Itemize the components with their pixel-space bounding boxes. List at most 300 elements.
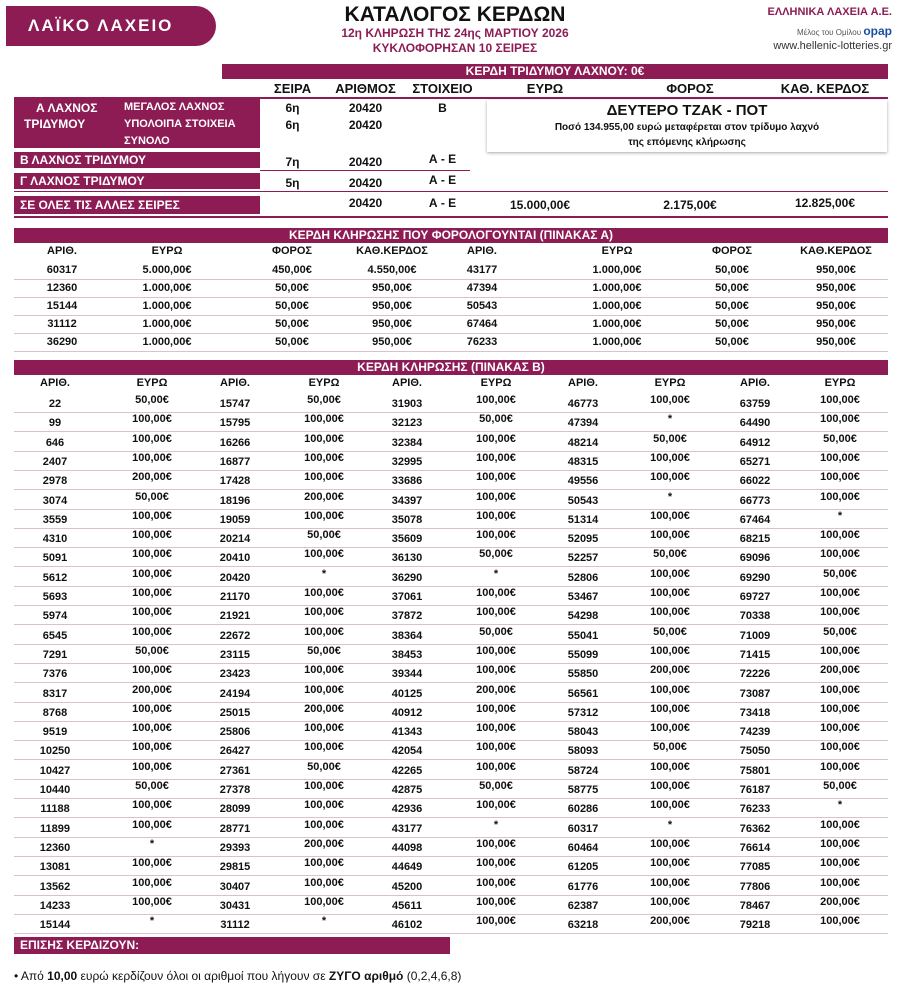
table-b-number: 44649: [391, 861, 423, 874]
row-divider: [14, 351, 888, 352]
table-a-cell: 950,00€: [816, 264, 856, 276]
all-element: Α - Ε: [428, 196, 457, 210]
table-b-amount: 50,00€: [653, 548, 687, 561]
table-b-amount: 100,00€: [650, 587, 690, 599]
table-b-amount: 100,00€: [132, 722, 172, 735]
col-number: ΑΡΙΘΜΟΣ: [335, 81, 396, 96]
table-b-number: 32995: [391, 455, 423, 468]
table-b-amount: 200,00€: [304, 837, 344, 850]
table-b-amount: 100,00€: [650, 857, 690, 870]
table-b-amount: 200,00€: [650, 664, 690, 677]
table-b-amount: 100,00€: [304, 606, 344, 619]
table-b-number: 16877: [219, 455, 251, 468]
table-b-number: 73418: [739, 706, 771, 719]
table-b-amount: 100,00€: [820, 413, 860, 426]
table-b-num-header: ΑΡΙΘ.: [392, 377, 422, 389]
table-b-amount: 100,00€: [132, 548, 172, 561]
table-a-cell: 50543: [466, 300, 498, 312]
table-b-number: 18196: [219, 494, 251, 507]
also-note: [14, 969, 461, 983]
table-b-number: 2978: [42, 475, 68, 488]
table-b-amount: 100,00€: [820, 394, 860, 406]
table-b-amount: 100,00€: [476, 529, 516, 542]
table-b-number: 61776: [567, 880, 599, 893]
table-b-number: 25015: [219, 706, 251, 719]
a2-number: 20420: [348, 118, 383, 132]
table-a-cell: 50,00€: [715, 318, 749, 330]
table-a-cell: 950,00€: [816, 318, 856, 330]
table-b-number: 31112: [220, 919, 250, 932]
table-b-number: 58043: [567, 726, 599, 739]
table-b-amount: 100,00€: [132, 567, 172, 580]
table-b-number: 69290: [739, 571, 771, 584]
table-b-amount: 100,00€: [304, 471, 344, 484]
a-row-name-1: ΜΕΓΑΛΟΣ ΛΑΧΝΟΣ: [124, 101, 225, 113]
table-b-number: 33686: [391, 475, 423, 488]
table-b-number: 47394: [567, 417, 599, 430]
table-a-cell: 1.000,00€: [142, 318, 192, 330]
table-b-amount: 100,00€: [650, 451, 690, 464]
table-b-amount: 100,00€: [304, 799, 344, 812]
table-b-number: 29815: [219, 861, 251, 874]
table-b-amount: 100,00€: [132, 606, 172, 619]
table-b-number: 53467: [567, 591, 599, 603]
table-b-number: 8768: [42, 706, 68, 719]
table-b-amount: 100,00€: [132, 857, 172, 870]
table-b-number: 62387: [567, 899, 599, 912]
table-b-amount: *: [837, 509, 843, 522]
table-a-cell: 950,00€: [372, 336, 412, 348]
table-b-number: 5693: [42, 591, 68, 603]
table-b-amount: 100,00€: [304, 895, 344, 908]
table-b-number: 15747: [219, 398, 251, 410]
table-b-number: 28771: [219, 822, 251, 835]
table-b-amount: 50,00€: [823, 567, 857, 580]
table-a-col-header: ΑΡΙΘ.: [47, 245, 77, 257]
table-b-number: 37061: [391, 591, 423, 603]
table-b-amount: 100,00€: [650, 837, 690, 850]
table-b-number: 25806: [219, 726, 251, 739]
table-b-amount: 50,00€: [823, 432, 857, 445]
table-a-cell: 1.000,00€: [592, 318, 642, 330]
table-b-euro-header: ΕΥΡΩ: [308, 377, 340, 389]
table-b-amount: 100,00€: [820, 451, 860, 464]
table-b-amount: 100,00€: [820, 490, 860, 503]
table-b-amount: 100,00€: [820, 529, 860, 542]
table-b-number: 75801: [739, 764, 771, 777]
table-b-amount: 50,00€: [479, 780, 513, 792]
table-b-number: 71415: [739, 648, 771, 661]
table-a-cell: 5.000,00€: [142, 264, 192, 276]
table-b-amount: 50,00€: [135, 394, 169, 406]
table-b-number: 32123: [391, 417, 423, 430]
table-b-number: 58724: [567, 764, 599, 777]
table-b-num-header: ΑΡΙΘ.: [568, 377, 598, 389]
table-b-number: 48214: [567, 436, 599, 449]
table-b-number: 30431: [219, 899, 251, 912]
table-a-cell: 450,00€: [272, 264, 312, 276]
table-b-number: 7376: [42, 668, 68, 681]
table-b-number: 21921: [219, 610, 251, 623]
table-b-num-header: ΑΡΙΘ.: [220, 377, 250, 389]
table-b-amount: 100,00€: [476, 915, 516, 928]
table-b-amount: 50,00€: [307, 760, 341, 773]
table-a-cell: 50,00€: [715, 282, 749, 294]
table-b-amount: 100,00€: [476, 490, 516, 503]
table-b-amount: 100,00€: [476, 722, 516, 735]
table-b-number: 66022: [739, 475, 771, 488]
table-a-cell: 12360: [46, 282, 78, 294]
table-b-number: 60464: [567, 841, 599, 854]
all-euro: 15.000,00€: [509, 198, 571, 212]
table-b-number: 61205: [567, 861, 599, 874]
a1-element: Β: [438, 101, 447, 115]
table-b-amount: 100,00€: [650, 722, 690, 735]
table-b-number: 20214: [219, 533, 251, 546]
table-b-number: 78467: [739, 899, 771, 912]
table-b-amount: 100,00€: [476, 432, 516, 445]
table-b-number: 34397: [391, 494, 423, 507]
table-b-amount: 100,00€: [304, 857, 344, 870]
table-b-amount: 100,00€: [476, 394, 516, 406]
table-b-amount: 100,00€: [650, 644, 690, 657]
table-b-number: 3559: [42, 513, 68, 526]
table-b-amount: 100,00€: [650, 876, 690, 889]
table-b-amount: 100,00€: [132, 799, 172, 812]
table-a-col-header: ΚΑΘ.ΚΕΡΔΟΣ: [800, 245, 872, 257]
table-b-amount: 100,00€: [476, 741, 516, 754]
table-b-amount: 200,00€: [304, 490, 344, 503]
table-b-amount: 100,00€: [476, 760, 516, 773]
table-b-number: 52257: [567, 552, 599, 565]
jackpot-text-2: της επόμενης κλήρωσης: [628, 137, 746, 148]
table-b-number: 76614: [739, 841, 771, 854]
table-b-number: 27378: [219, 784, 251, 796]
table-a-cell: 1.000,00€: [142, 282, 192, 294]
table-b-amount: 100,00€: [304, 587, 344, 599]
table-b-amount: 50,00€: [307, 394, 341, 406]
table-b-number: 73087: [739, 687, 771, 700]
table-b-number: 8317: [42, 687, 68, 700]
table-b-amount: *: [667, 818, 673, 831]
a2-series: 6η: [285, 118, 300, 132]
table-b-amount: 100,00€: [650, 780, 690, 792]
table-b-number: 76187: [739, 784, 771, 796]
company-name: ΕΛΛΗΝΙΚΑ ΛΑΧΕΙΑ Α.Ε.: [767, 6, 892, 18]
table-b-number: 32384: [391, 436, 423, 449]
table-b-amount: 50,00€: [479, 548, 513, 561]
table-b-amount: *: [667, 490, 673, 503]
table-b-number: 2407: [42, 455, 68, 468]
table-b-number: 38364: [391, 629, 423, 642]
note-amount: 10,00: [47, 969, 78, 983]
table-b-number: 22672: [219, 629, 251, 642]
table-b-num-header: ΑΡΙΘ.: [40, 377, 70, 389]
table-b-number: 42265: [391, 764, 423, 777]
table-b-amount: 100,00€: [476, 857, 516, 870]
table-b-amount: 100,00€: [304, 818, 344, 831]
table-b-number: 65271: [739, 455, 771, 468]
table-b-amount: 100,00€: [820, 818, 860, 831]
table-a-cell: 50,00€: [715, 300, 749, 312]
table-b-number: 21170: [220, 591, 250, 603]
a1-number: 20420: [348, 101, 383, 115]
table-b-amount: 100,00€: [650, 567, 690, 580]
col-element: ΣΤΟΙΧΕΙΟ: [412, 81, 473, 96]
also-banner: ΕΠΙΣΗΣ ΚΕΡΔΙΖΟΥΝ:: [14, 937, 450, 954]
table-b-number: 64490: [739, 417, 771, 430]
opap-member: [680, 24, 892, 38]
table-b-number: 30407: [219, 880, 251, 893]
table-a-cell: 60317: [46, 264, 78, 276]
table-b-euro-header: ΕΥΡΩ: [480, 377, 512, 389]
table-b-amount: 100,00€: [650, 702, 690, 715]
table-b-number: 56561: [567, 687, 599, 700]
table-b-number: 55041: [567, 629, 599, 642]
table-a-col-header: ΚΑΘ.ΚΕΡΔΟΣ: [356, 245, 428, 257]
table-b-amount: 100,00€: [650, 509, 690, 522]
table-b-number: 24194: [219, 687, 251, 700]
series-subtitle: ΚΥΚΛΟΦΟΡΗΣΑΝ 10 ΣΕΙΡΕΣ: [372, 41, 538, 55]
table-b-number: 45200: [391, 880, 423, 893]
table-b-number: 75050: [739, 745, 771, 758]
table-b-amount: 100,00€: [820, 702, 860, 715]
table-b-amount: *: [321, 567, 327, 580]
table-b-number: 14233: [39, 899, 71, 912]
col-euro: ΕΥΡΩ: [526, 81, 564, 96]
table-b-number: 42936: [391, 803, 423, 816]
table-b-amount: 50,00€: [653, 741, 687, 754]
table-b-number: 64912: [739, 436, 771, 449]
a-label-1: Α ΛΑΧΝΟΣ: [36, 101, 98, 115]
table-a-cell: 76233: [466, 336, 498, 348]
table-b-number: 76362: [739, 822, 771, 835]
table-b-amount: 100,00€: [476, 509, 516, 522]
table-b-number: 63759: [739, 398, 771, 410]
table-b-number: 15795: [219, 417, 251, 430]
table-b-amount: 100,00€: [650, 799, 690, 812]
table-b-number: 43177: [391, 822, 423, 835]
table-b-number: 36290: [391, 571, 423, 584]
table-b-amount: 50,00€: [479, 625, 513, 638]
table-b-amount: 100,00€: [132, 664, 172, 677]
table-b-number: 37872: [391, 610, 423, 623]
table-b-amount: 100,00€: [820, 548, 860, 561]
table-a-cell: 67464: [466, 318, 498, 330]
table-b-number: 10250: [39, 745, 71, 758]
table-a-cell: 50,00€: [275, 336, 309, 348]
page-title: ΚΑΤΑΛΟΓΟΣ ΚΕΡΔΩΝ: [344, 3, 566, 26]
table-a-cell: 4.550,00€: [367, 264, 417, 276]
note-bold: ΖΥΓΟ αριθμό: [328, 969, 404, 983]
table-a-col-header: ΦΟΡΟΣ: [271, 245, 313, 257]
table-b-amount: 100,00€: [304, 509, 344, 522]
table-b-amount: 100,00€: [820, 722, 860, 735]
table-b-number: 52095: [567, 533, 599, 546]
table-b-amount: 100,00€: [476, 876, 516, 889]
table-b-number: 11188: [40, 803, 70, 816]
table-b-number: 5974: [42, 610, 68, 623]
table-b-amount: 100,00€: [132, 895, 172, 908]
table-a-cell: 950,00€: [372, 282, 412, 294]
row-divider: [14, 279, 888, 280]
table-b-number: 13562: [39, 880, 71, 893]
table-b-amount: 100,00€: [820, 683, 860, 696]
lottery-logo: ΛΑΪΚΟ ΛΑΧΕΙΟ: [6, 6, 216, 46]
b-row-name: Β ΛΑΧΝΟΣ ΤΡΙΔΥΜΟΥ: [20, 153, 146, 167]
table-b-number: 5091: [42, 552, 68, 565]
table-a-cell: 50,00€: [275, 318, 309, 330]
table-b-number: 4310: [42, 533, 68, 546]
table-a-col-header: ΕΥΡΩ: [601, 245, 633, 257]
triple-banner: ΚΕΡΔΗ ΤΡΙΔΥΜΟΥ ΛΑΧΝΟΥ: 0€: [222, 64, 888, 79]
table-b-number: 29393: [219, 841, 251, 854]
table-b-number: 12360: [39, 841, 71, 854]
c-number: 20420: [348, 176, 383, 190]
table-b-number: 46102: [391, 919, 423, 932]
a1-series: 6η: [285, 101, 300, 115]
website-link[interactable]: www.hellenic-lotteries.gr: [773, 40, 892, 52]
table-b-number: 22: [48, 398, 62, 410]
table-b-amount: 50,00€: [307, 644, 341, 657]
table-b-number: 5612: [42, 571, 68, 584]
opap-logo: opap: [863, 24, 892, 38]
all-number: 20420: [348, 196, 383, 210]
table-b-number: 69727: [739, 591, 771, 603]
table-a-col-header: ΕΥΡΩ: [151, 245, 183, 257]
table-b-number: 45611: [392, 899, 422, 912]
table-b-amount: 100,00€: [132, 702, 172, 715]
table-b-euro-header: ΕΥΡΩ: [824, 377, 856, 389]
table-b-number: 55850: [567, 668, 599, 681]
table-b-amount: 100,00€: [304, 741, 344, 754]
table-b-amount: 100,00€: [132, 432, 172, 445]
table-a-cell: 50,00€: [715, 264, 749, 276]
c-element: Α - Ε: [428, 173, 457, 187]
table-b-amount: 100,00€: [650, 895, 690, 908]
table-b-amount: 100,00€: [132, 587, 172, 599]
table-b-number: 66773: [739, 494, 771, 507]
table-b-amount: 50,00€: [135, 780, 169, 792]
b-element: Α - Ε: [428, 152, 457, 166]
table-b-amount: 100,00€: [820, 606, 860, 619]
table-b-number: 20420: [219, 571, 251, 584]
table-b-number: 13081: [39, 861, 71, 874]
table-b-amount: 200,00€: [650, 915, 690, 928]
table-a-cell: 47394: [466, 282, 498, 294]
table-b-amount: 100,00€: [820, 587, 860, 599]
table-b-number: 76233: [739, 803, 771, 816]
table-b-amount: 100,00€: [304, 683, 344, 696]
table-b-number: 26427: [219, 745, 251, 758]
table-b-number: 39344: [391, 668, 423, 681]
table-b-amount: 100,00€: [304, 722, 344, 735]
table-b-number: 49556: [567, 475, 599, 488]
table-b-number: 51314: [567, 513, 599, 526]
table-b-amount: 200,00€: [820, 895, 860, 908]
table-b-amount: 100,00€: [304, 432, 344, 445]
c-series: 5η: [285, 176, 300, 190]
table-b-amount: 50,00€: [823, 780, 857, 792]
table-b-number: 63218: [567, 919, 599, 932]
table-b-amount: 100,00€: [476, 451, 516, 464]
row-divider: [14, 297, 888, 298]
table-b-amount: 100,00€: [132, 741, 172, 754]
table-b-number: 36130: [391, 552, 423, 565]
table-b-amount: 100,00€: [820, 876, 860, 889]
table-b-amount: 100,00€: [476, 702, 516, 715]
table-b-amount: *: [837, 799, 843, 812]
divider: [14, 191, 888, 192]
table-b-amount: 100,00€: [132, 876, 172, 889]
table-b-number: 77806: [739, 880, 771, 893]
table-b-number: 19059: [219, 513, 251, 526]
table-b-number: 50543: [567, 494, 599, 507]
table-b-amount: 100,00€: [650, 529, 690, 542]
table-b-amount: 200,00€: [820, 664, 860, 677]
table-b-number: 40125: [391, 687, 423, 700]
table-b-amount: 100,00€: [650, 683, 690, 696]
table-b-number: 35609: [391, 533, 423, 546]
table-a-cell: 950,00€: [372, 300, 412, 312]
table-b-number: 55099: [567, 648, 599, 661]
table-b-amount: 100,00€: [650, 394, 690, 406]
table-b-amount: 50,00€: [479, 413, 513, 426]
row-divider: [14, 933, 888, 934]
table-b-amount: 100,00€: [820, 760, 860, 773]
note-suffix: (0,2,4,6,8): [403, 969, 462, 983]
table-b-amount: 100,00€: [650, 606, 690, 619]
table-b-number: 69096: [739, 552, 771, 565]
c-row-name: Γ ΛΑΧΝΟΣ ΤΡΙΔΥΜΟΥ: [20, 174, 145, 188]
table-a-cell: 15144: [46, 300, 78, 312]
divider: [14, 216, 888, 218]
draw-subtitle: 12η ΚΛΗΡΩΣΗ ΤΗΣ 24ης ΜΑΡΤΙΟΥ 2026: [341, 26, 569, 40]
all-tax: 2.175,00€: [663, 198, 717, 212]
table-b-number: 6545: [42, 629, 68, 642]
table-b-number: 42054: [391, 745, 423, 758]
table-b-amount: 100,00€: [132, 625, 172, 638]
table-a-cell: 1.000,00€: [142, 336, 192, 348]
table-b-number: 46773: [567, 398, 599, 410]
table-b-number: 38453: [391, 648, 423, 661]
table-b-number: 27361: [219, 764, 251, 777]
table-b-euro-header: ΕΥΡΩ: [654, 377, 686, 389]
table-b-amount: 100,00€: [820, 837, 860, 850]
table-b-number: 68215: [739, 533, 771, 546]
table-b-number: 10427: [39, 764, 71, 777]
table-b-amount: 100,00€: [132, 451, 172, 464]
table-a-cell: 1.000,00€: [142, 300, 192, 312]
table-a-cell: 950,00€: [816, 336, 856, 348]
row-divider: [14, 333, 888, 334]
table-b-number: 646: [45, 436, 65, 449]
a-row-name-2: ΥΠΟΛΟΙΠΑ ΣΤΟΙΧΕΙΑ: [124, 118, 236, 130]
table-b-number: 77085: [739, 861, 771, 874]
table-b-amount: 100,00€: [476, 895, 516, 908]
table-b-number: 58775: [567, 784, 599, 796]
table-b-amount: 100,00€: [304, 780, 344, 792]
table-b-number: 16266: [219, 436, 251, 449]
table-b-number: 17428: [219, 475, 251, 488]
table-b-amount: 100,00€: [476, 664, 516, 677]
table-b-number: 58093: [567, 745, 599, 758]
table-a-cell: 950,00€: [816, 300, 856, 312]
table-b-amount: 50,00€: [823, 625, 857, 638]
table-b-amount: 200,00€: [132, 683, 172, 696]
table-b-number: 67464: [739, 513, 771, 526]
table-a-cell: 1.000,00€: [592, 300, 642, 312]
